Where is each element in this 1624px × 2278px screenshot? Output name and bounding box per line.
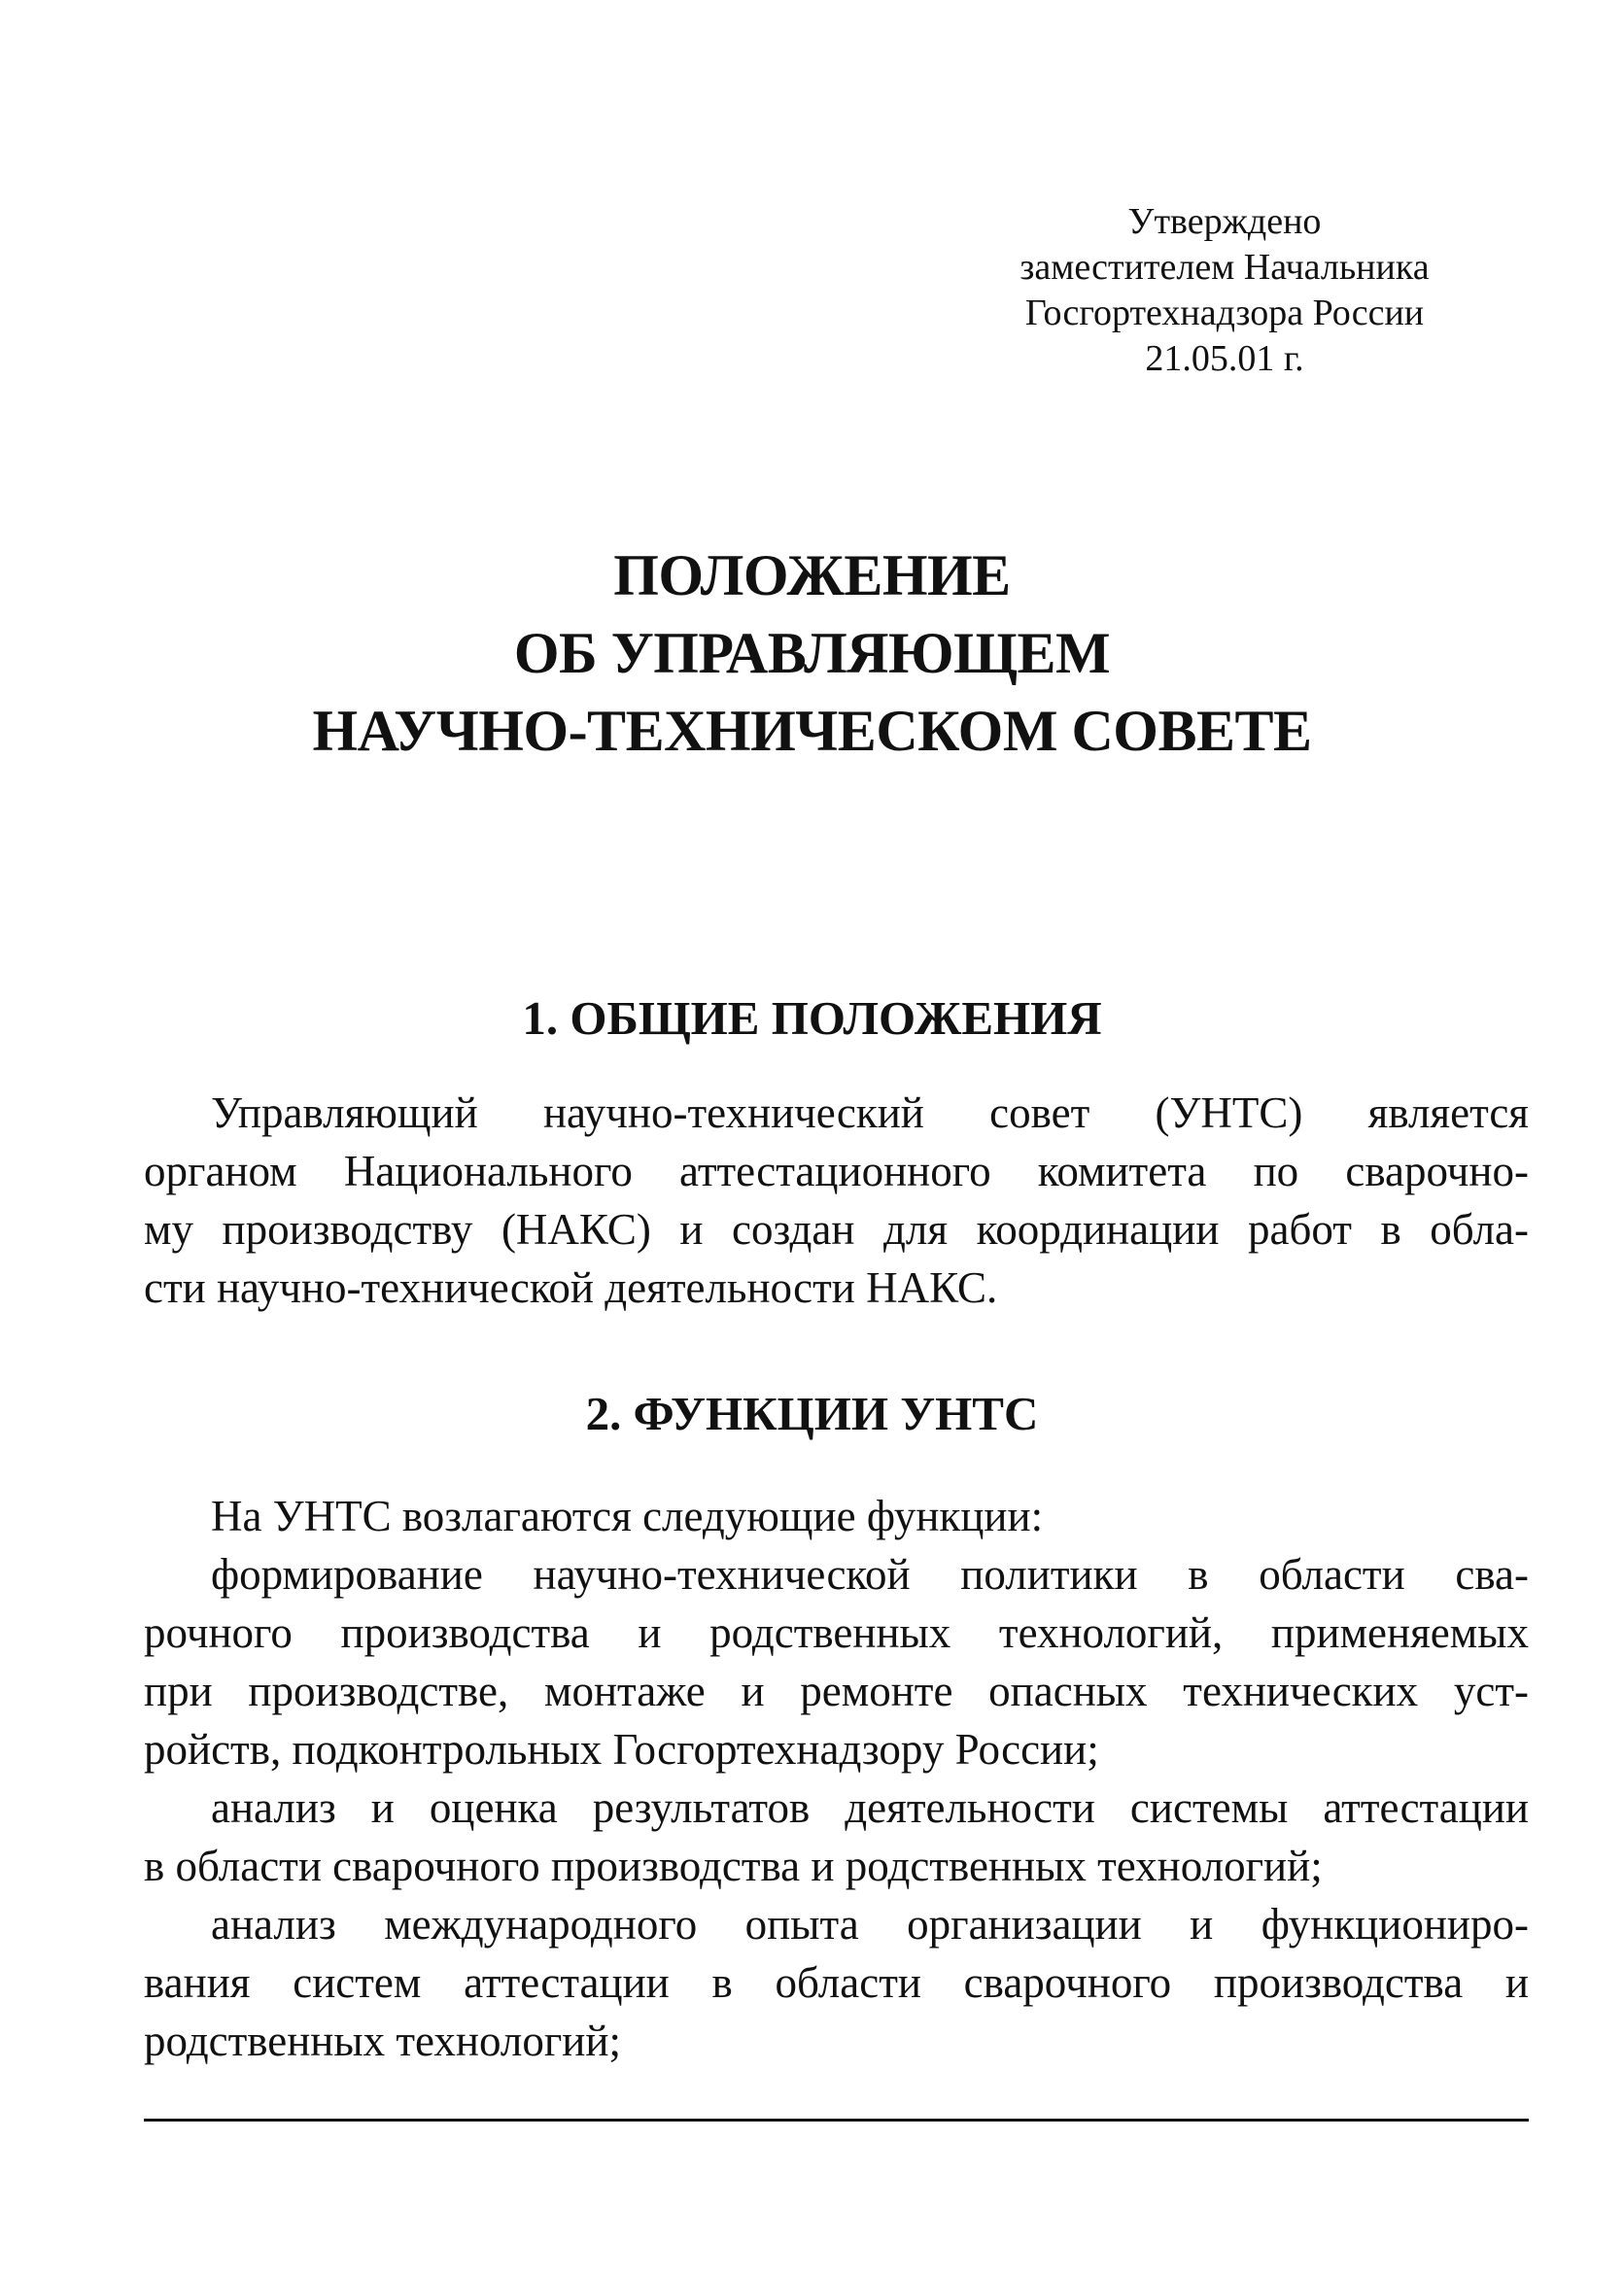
approval-date: 21.05.01 г. (1145, 338, 1304, 379)
paragraph-line: при производстве, монтаже и ремонте опасных технических уст- (144, 1667, 1529, 1715)
approval-stamp (1011, 199, 1438, 382)
paragraph-line: в области сварочного производства и родственных технологий; (144, 1842, 1323, 1890)
title-line: ОБ УПРАВЛЯЮЩЕМ (513, 621, 1111, 685)
footer-divider (144, 2119, 1529, 2122)
paragraph-line: вания систем аттестации в области сварочного производства и (144, 1958, 1529, 2007)
paragraph-line: сти научно-технической деятельности НАКС. (144, 1263, 998, 1312)
paragraph-line: формирование научно-технической политики в области сва- (211, 1550, 1529, 1599)
paragraph-line: анализ международного опыта организации и функциониро- (211, 1900, 1529, 1949)
paragraph-line: Управляющий научно-технический совет (УНТС) является (211, 1088, 1529, 1137)
document-title (0, 536, 1624, 770)
section-2-heading: 2. ФУНКЦИИ УНТС (585, 1387, 1039, 1440)
paragraph-line: рочного производства и родственных технологий, применяемых (144, 1608, 1529, 1657)
section-1-body (144, 1084, 1529, 1317)
section-1-heading: 1. ОБЩИЕ ПОЛОЖЕНИЯ (522, 991, 1102, 1045)
paragraph-line: органом Национального аттестационного комитета по сварочно- (144, 1147, 1529, 1195)
paragraph-line: На УНТС возлагаются следующие функции: (211, 1492, 1044, 1540)
section-2-body (144, 1487, 1529, 2070)
approval-line: Госгортехнадзора России (1024, 293, 1425, 333)
paragraph-line: ройств, подконтрольных Госгортехнадзору России; (144, 1725, 1099, 1774)
approval-line: заместителем Начальника (1019, 247, 1430, 288)
title-line: ПОЛОЖЕНИЕ (613, 543, 1011, 607)
paragraph-line: анализ и оценка результатов деятельности системы аттестации (211, 1783, 1529, 1832)
paragraph-line: родственных технологий; (144, 2017, 621, 2065)
title-line: НАУЧНО-ТЕХНИЧЕСКОМ СОВЕТЕ (312, 699, 1312, 763)
paragraph-line: му производству (НАКС) и создан для координации работ в обла- (144, 1205, 1529, 1254)
approval-line: Утверждено (1127, 201, 1322, 242)
